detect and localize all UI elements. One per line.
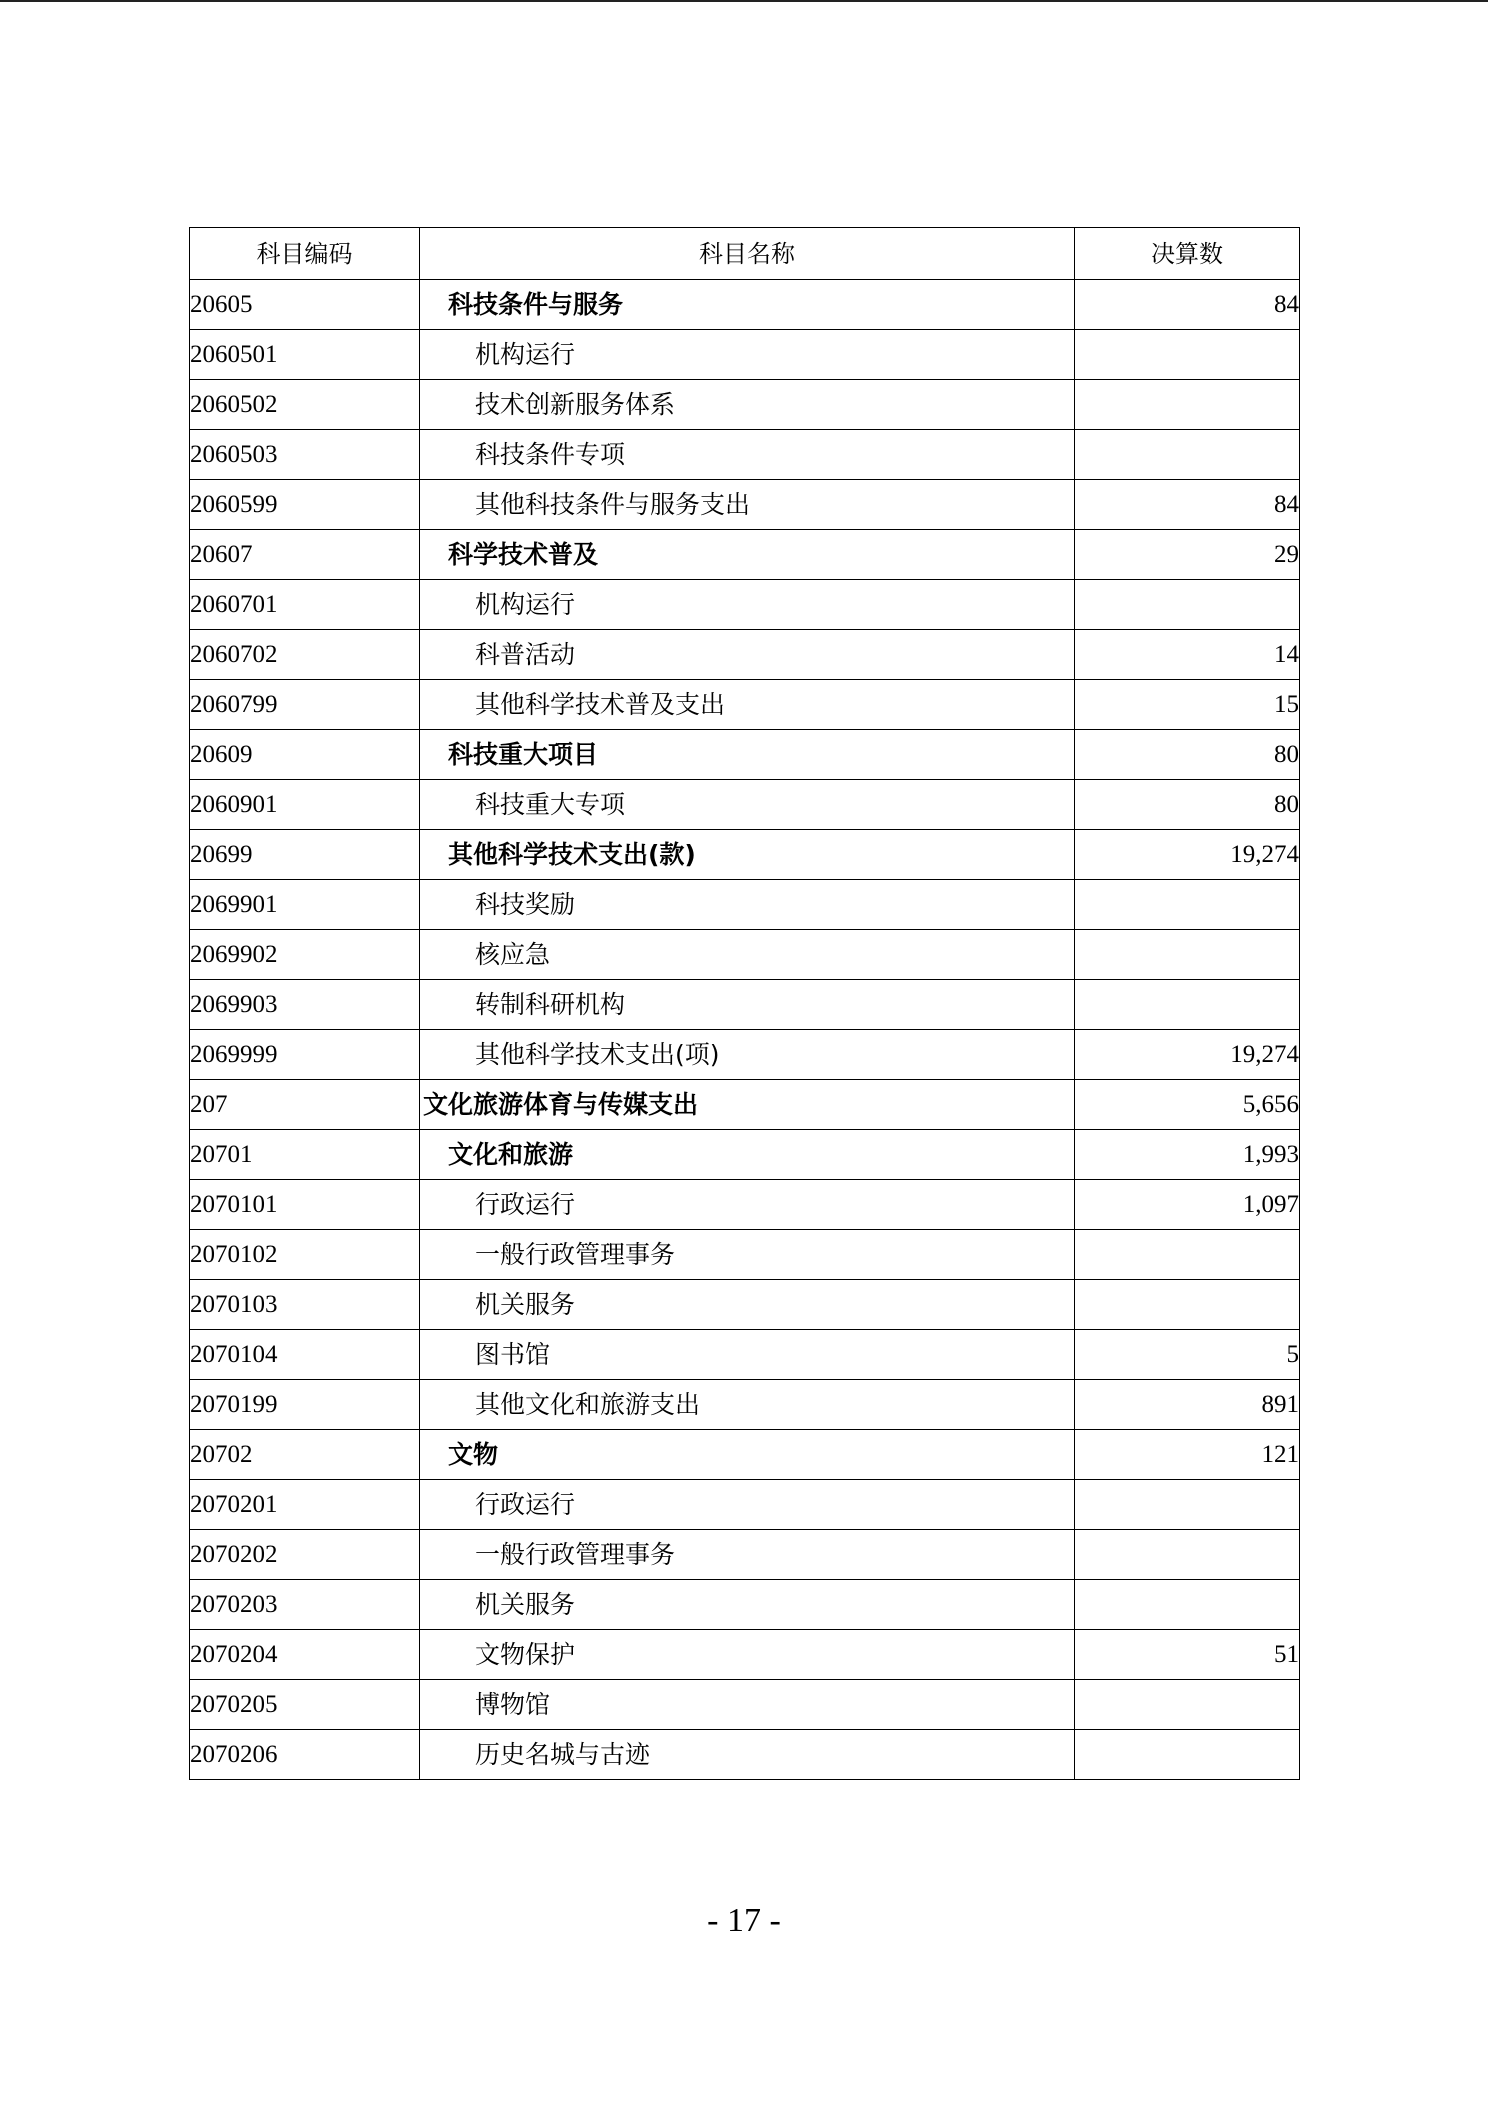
subject-code-cell: 2060503 (190, 430, 420, 480)
header-name: 科目名称 (420, 228, 1075, 280)
subject-code-cell: 2060901 (190, 780, 420, 830)
subject-code-cell: 2070204 (190, 1630, 420, 1680)
amount-cell: 80 (1075, 730, 1300, 780)
subject-name-cell: 一般行政管理事务 (420, 1530, 1075, 1580)
amount-cell (1075, 1730, 1300, 1780)
table-row (190, 1580, 1300, 1630)
subject-code-cell: 2070199 (190, 1380, 420, 1430)
amount-cell: 29 (1075, 530, 1300, 580)
amount-cell (1075, 1530, 1300, 1580)
subject-code-cell: 20609 (190, 730, 420, 780)
subject-code-cell: 2070102 (190, 1230, 420, 1280)
table-row (190, 1030, 1300, 1080)
table-row (190, 1630, 1300, 1680)
subject-code-cell: 2070103 (190, 1280, 420, 1330)
header-code: 科目编码 (190, 228, 420, 280)
table-row (190, 780, 1300, 830)
table-header (190, 228, 1300, 280)
subject-code-cell: 2070205 (190, 1680, 420, 1730)
amount-cell: 51 (1075, 1630, 1300, 1680)
table-row (190, 280, 1300, 330)
amount-cell (1075, 1280, 1300, 1330)
table-body (190, 280, 1300, 1780)
subject-name-cell: 一般行政管理事务 (420, 1230, 1075, 1280)
subject-name-cell: 机关服务 (420, 1280, 1075, 1330)
amount-cell: 19,274 (1075, 1030, 1300, 1080)
page-number: - 17 - (707, 1902, 781, 1939)
subject-name-cell: 其他科技条件与服务支出 (420, 480, 1075, 530)
table-row (190, 730, 1300, 780)
subject-code-cell: 20701 (190, 1130, 420, 1180)
amount-cell (1075, 330, 1300, 380)
header-amount: 决算数 (1075, 228, 1300, 280)
subject-name-cell: 文化旅游体育与传媒支出 (420, 1080, 1075, 1130)
subject-name-cell: 核应急 (420, 930, 1075, 980)
amount-cell (1075, 1580, 1300, 1630)
subject-code-cell: 2070203 (190, 1580, 420, 1630)
table-row (190, 1180, 1300, 1230)
amount-cell: 1,993 (1075, 1130, 1300, 1180)
subject-name-cell: 机构运行 (420, 580, 1075, 630)
table-row (190, 1080, 1300, 1130)
subject-name-cell: 科技重大专项 (420, 780, 1075, 830)
amount-cell (1075, 1230, 1300, 1280)
subject-name-cell: 机构运行 (420, 330, 1075, 380)
table-row (190, 1680, 1300, 1730)
amount-cell: 5,656 (1075, 1080, 1300, 1130)
subject-code-cell: 2069903 (190, 980, 420, 1030)
table-row (190, 1380, 1300, 1430)
subject-name-cell: 行政运行 (420, 1480, 1075, 1530)
subject-code-cell: 2060501 (190, 330, 420, 380)
table-row (190, 1230, 1300, 1280)
subject-name-cell: 文物保护 (420, 1630, 1075, 1680)
subject-code-cell: 2070201 (190, 1480, 420, 1530)
table-row (190, 1330, 1300, 1380)
subject-name-cell: 文物 (420, 1430, 1075, 1480)
amount-cell (1075, 880, 1300, 930)
table-row (190, 930, 1300, 980)
subject-code-cell: 2060599 (190, 480, 420, 530)
subject-name-cell: 转制科研机构 (420, 980, 1075, 1030)
table-row (190, 980, 1300, 1030)
amount-cell: 80 (1075, 780, 1300, 830)
amount-cell: 19,274 (1075, 830, 1300, 880)
subject-code-cell: 20607 (190, 530, 420, 580)
subject-name-cell: 科学技术普及 (420, 530, 1075, 580)
amount-cell (1075, 430, 1300, 480)
amount-cell: 1,097 (1075, 1180, 1300, 1230)
subject-code-cell: 2069999 (190, 1030, 420, 1080)
budget-table (189, 227, 1300, 1780)
subject-code-cell: 2060701 (190, 580, 420, 630)
table-row (190, 380, 1300, 430)
amount-cell (1075, 580, 1300, 630)
subject-code-cell: 2070202 (190, 1530, 420, 1580)
subject-name-cell: 其他科学技术普及支出 (420, 680, 1075, 730)
subject-code-cell: 2060799 (190, 680, 420, 730)
table-row (190, 1530, 1300, 1580)
subject-name-cell: 其他科学技术支出(项) (420, 1030, 1075, 1080)
table-row (190, 630, 1300, 680)
subject-name-cell: 技术创新服务体系 (420, 380, 1075, 430)
table-row (190, 830, 1300, 880)
subject-name-cell: 科普活动 (420, 630, 1075, 680)
subject-name-cell: 文化和旅游 (420, 1130, 1075, 1180)
amount-cell (1075, 380, 1300, 430)
subject-code-cell: 20605 (190, 280, 420, 330)
subject-name-cell: 机关服务 (420, 1580, 1075, 1630)
table-row (190, 1280, 1300, 1330)
table-row (190, 1430, 1300, 1480)
table-row (190, 480, 1300, 530)
amount-cell: 891 (1075, 1380, 1300, 1430)
subject-code-cell: 2060702 (190, 630, 420, 680)
table-row (190, 880, 1300, 930)
subject-code-cell: 2060502 (190, 380, 420, 430)
subject-name-cell: 科技重大项目 (420, 730, 1075, 780)
subject-name-cell: 历史名城与古迹 (420, 1730, 1075, 1780)
subject-code-cell: 2070101 (190, 1180, 420, 1230)
amount-cell (1075, 930, 1300, 980)
table-row (190, 1730, 1300, 1780)
subject-name-cell: 科技条件与服务 (420, 280, 1075, 330)
subject-code-cell: 20702 (190, 1430, 420, 1480)
subject-name-cell: 其他科学技术支出(款) (420, 830, 1075, 880)
amount-cell: 84 (1075, 280, 1300, 330)
subject-name-cell: 图书馆 (420, 1330, 1075, 1380)
subject-code-cell: 20699 (190, 830, 420, 880)
subject-name-cell: 科技奖励 (420, 880, 1075, 930)
amount-cell: 5 (1075, 1330, 1300, 1380)
table-row (190, 530, 1300, 580)
subject-code-cell: 207 (190, 1080, 420, 1130)
header-row (190, 228, 1300, 280)
table-row (190, 1480, 1300, 1530)
amount-cell (1075, 1680, 1300, 1730)
amount-cell: 14 (1075, 630, 1300, 680)
table-row (190, 430, 1300, 480)
amount-cell (1075, 1480, 1300, 1530)
subject-code-cell: 2070206 (190, 1730, 420, 1780)
amount-cell: 121 (1075, 1430, 1300, 1480)
table-row (190, 330, 1300, 380)
subject-code-cell: 2069901 (190, 880, 420, 930)
amount-cell: 15 (1075, 680, 1300, 730)
table-row (190, 1130, 1300, 1180)
subject-name-cell: 科技条件专项 (420, 430, 1075, 480)
subject-name-cell: 博物馆 (420, 1680, 1075, 1730)
amount-cell (1075, 980, 1300, 1030)
subject-code-cell: 2069902 (190, 930, 420, 980)
subject-name-cell: 其他文化和旅游支出 (420, 1380, 1075, 1430)
subject-code-cell: 2070104 (190, 1330, 420, 1380)
page-top-border (0, 0, 1488, 2)
table-row (190, 680, 1300, 730)
subject-name-cell: 行政运行 (420, 1180, 1075, 1230)
table-row (190, 580, 1300, 630)
amount-cell: 84 (1075, 480, 1300, 530)
